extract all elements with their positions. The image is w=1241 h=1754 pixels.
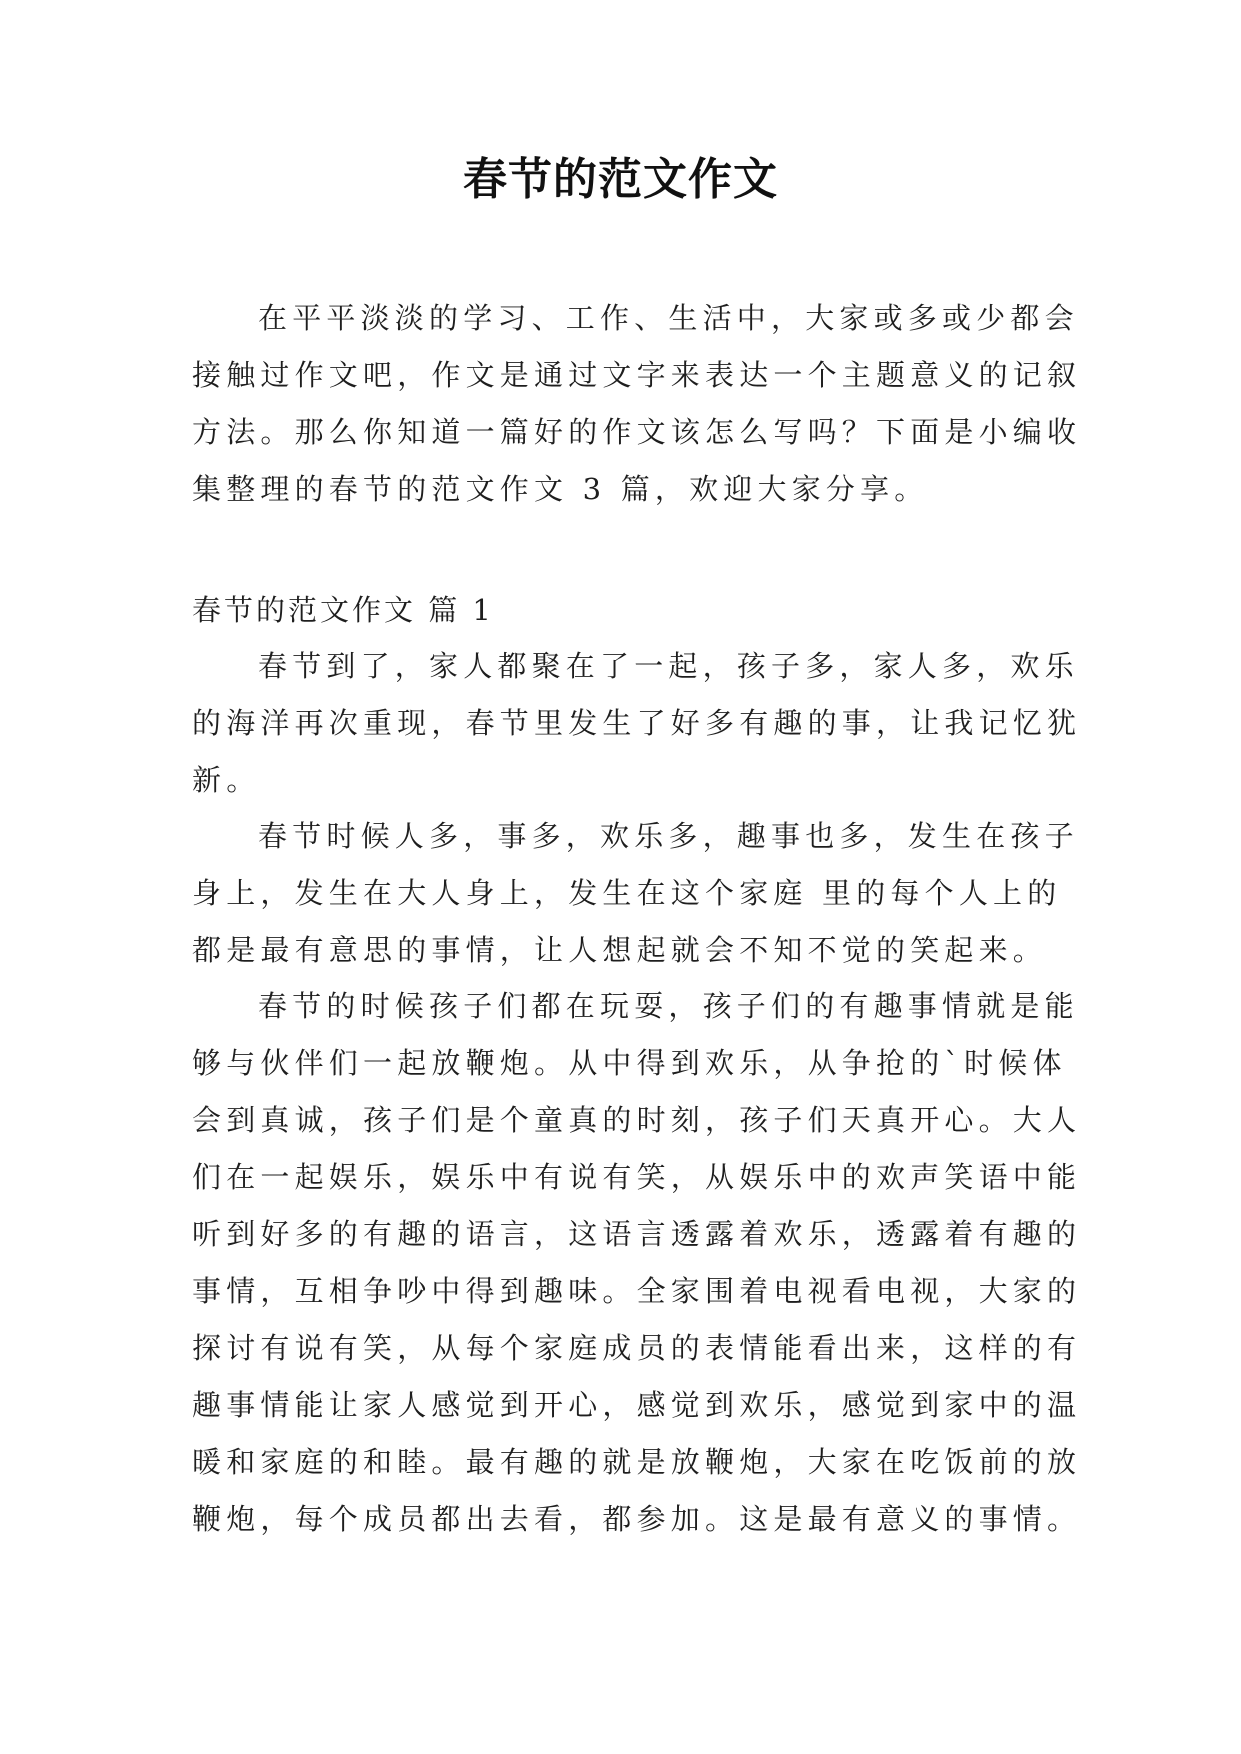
paragraph-line: 都是最有意思的事情，让人想起就会不知不觉的笑起来。 bbox=[192, 933, 1048, 967]
section-heading: 春节的范文作文 篇 1 bbox=[192, 593, 494, 627]
paragraph-line: 的海洋再次重现，春节里发生了好多有趣的事，让我记忆犹 bbox=[192, 706, 1082, 740]
paragraph-line: 听到好多的有趣的语言，这语言透露着欢乐，透露着有趣的 bbox=[192, 1217, 1082, 1251]
paragraph-line: 暖和家庭的和睦。最有趣的就是放鞭炮，大家在吃饭前的放 bbox=[192, 1445, 1082, 1479]
paragraph-line: 方法。那么你知道一篇好的作文该怎么写吗？下面是小编收 bbox=[192, 415, 1082, 449]
paragraph-line: 在平平淡淡的学习、工作、生活中，大家或多或少都会 bbox=[258, 301, 1079, 335]
paragraph-line: 接触过作文吧，作文是通过文字来表达一个主题意义的记叙 bbox=[192, 358, 1082, 392]
paragraph-line: 够与伙伴们一起放鞭炮。从中得到欢乐，从争抢的`时候体 bbox=[192, 1046, 1067, 1080]
paragraph-2 bbox=[192, 808, 1079, 979]
paragraph-1 bbox=[192, 638, 1082, 809]
document-title: 春节的范文作文 bbox=[463, 154, 778, 205]
paragraph-line: 趣事情能让家人感觉到开心，感觉到欢乐，感觉到家中的温 bbox=[192, 1388, 1082, 1422]
paragraph-line: 事情，互相争吵中得到趣味。全家围着电视看电视，大家的 bbox=[192, 1274, 1082, 1308]
paragraph-line: 鞭炮，每个成员都出去看，都参加。这是最有意义的事情。 bbox=[192, 1502, 1082, 1536]
paragraph-line: 集整理的春节的范文作文 3 篇，欢迎大家分享。 bbox=[192, 472, 929, 506]
paragraph-line: 探讨有说有笑，从每个家庭成员的表情能看出来，这样的有 bbox=[192, 1331, 1082, 1365]
paragraph-line: 春节的时候孩子们都在玩耍，孩子们的有趣事情就是能 bbox=[258, 989, 1079, 1023]
paragraph-3 bbox=[192, 978, 1082, 1548]
paragraph-line: 会到真诚，孩子们是个童真的时刻，孩子们天真开心。大人 bbox=[192, 1103, 1082, 1137]
paragraph-line: 新。 bbox=[192, 763, 261, 797]
paragraph-line: 春节到了，家人都聚在了一起，孩子多，家人多，欢乐 bbox=[258, 649, 1079, 683]
intro-paragraph bbox=[192, 290, 1082, 518]
paragraph-line: 们在一起娱乐，娱乐中有说有笑，从娱乐中的欢声笑语中能 bbox=[192, 1160, 1082, 1194]
paragraph-line: 身上，发生在大人身上，发生在这个家庭 里的每个人上的 bbox=[192, 876, 1062, 910]
paragraph-line: 春节时候人多，事多，欢乐多，趣事也多，发生在孩子 bbox=[258, 819, 1079, 853]
